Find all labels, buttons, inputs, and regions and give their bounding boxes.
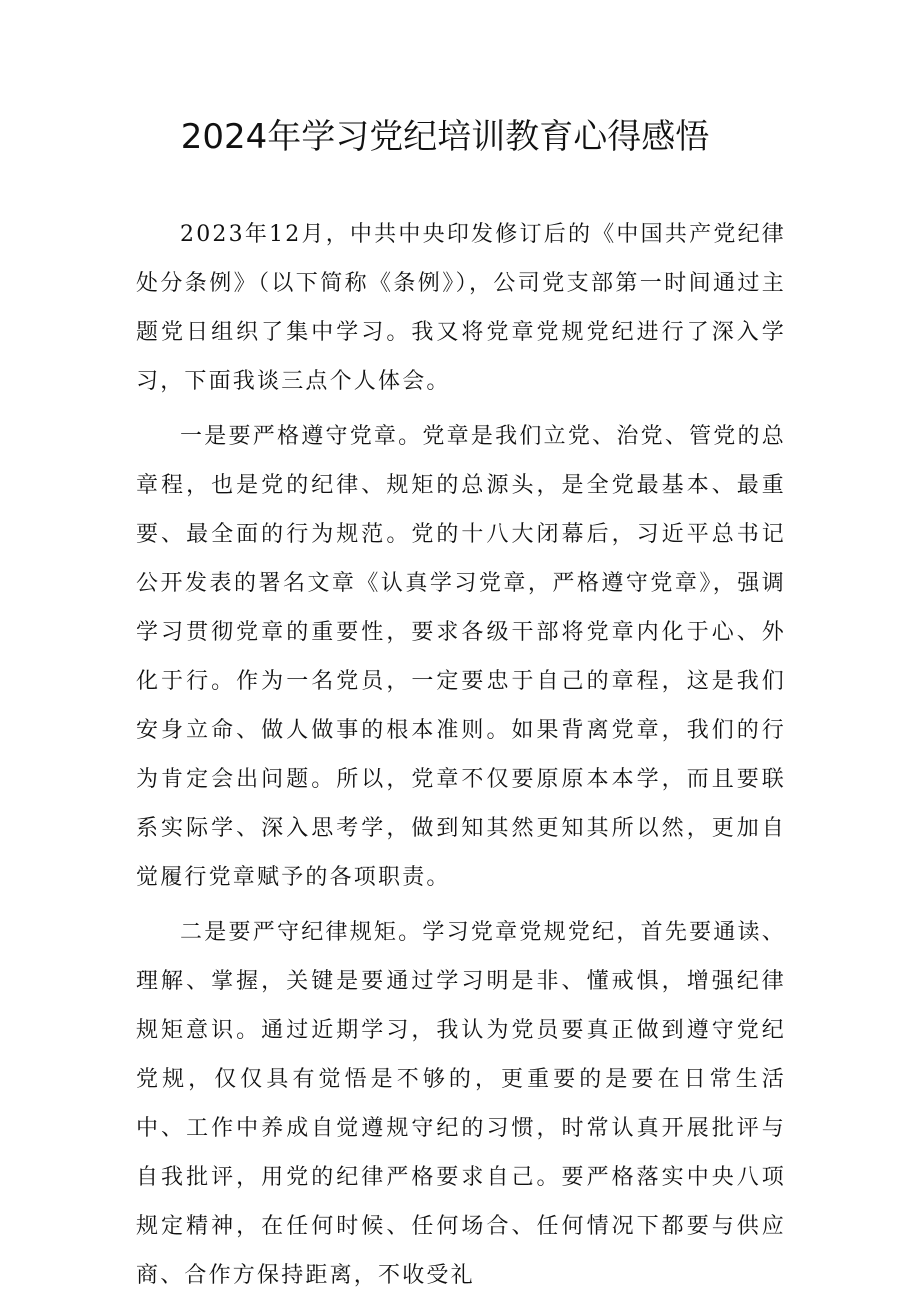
paragraph-intro: 2023年12月，中共中央印发修订后的《中国共产党纪律处分条例》（以下简称《条例》），公司党支部第一时间通过主题党日组织了集中学习。我又将党章党规党纪进行了深入学习，下面我谈三点个人体会。 [136, 222, 786, 394]
document-body [136, 210, 786, 1300]
document-title: 2024年学习党纪培训教育心得感悟 [180, 117, 710, 157]
paragraph-point-one: 一是要严格遵守党章。党章是我们立党、治党、管党的总章程，也是党的纪律、规矩的总源头，是全党最基本、最重要、最全面的行为规范。党的十八大闭幕后，习近平总书记公开发表的署名文章《认真学习党章，严格遵守党章》，强调学习贯彻党章的重要性，要求各级干部将党章内化于心、外化于行。作为一名党员，一定要忠于自己的章程，这是我们安身立命、做人做事的根本准则。如果背离党章，我们的行为肯定会出问题。所以，党章不仅要原原本本学，而且要联系实际学、深入思考学，做到知其然更知其所以然，更加自觉履行党章赋予的各项职责。 [136, 424, 786, 890]
paragraph-point-two: 二是要严守纪律规矩。学习党章党规党纪，首先要通读、理解、掌握，关键是要通过学习明是非、懂戒惧，增强纪律规矩意识。通过近期学习，我认为党员要真正做到遵守党纪党规，仅仅具有觉悟是不够的，更重要的是要在日常生活中、工作中养成自觉遵规守纪的习惯，时常认真开展批评与自我批评，用党的纪律严格要求自己。要严格落实中央八项规定精神，在任何时候、任何场合、任何情况下都要与供应商、合作方保持距离，不收受礼 [136, 920, 786, 1288]
